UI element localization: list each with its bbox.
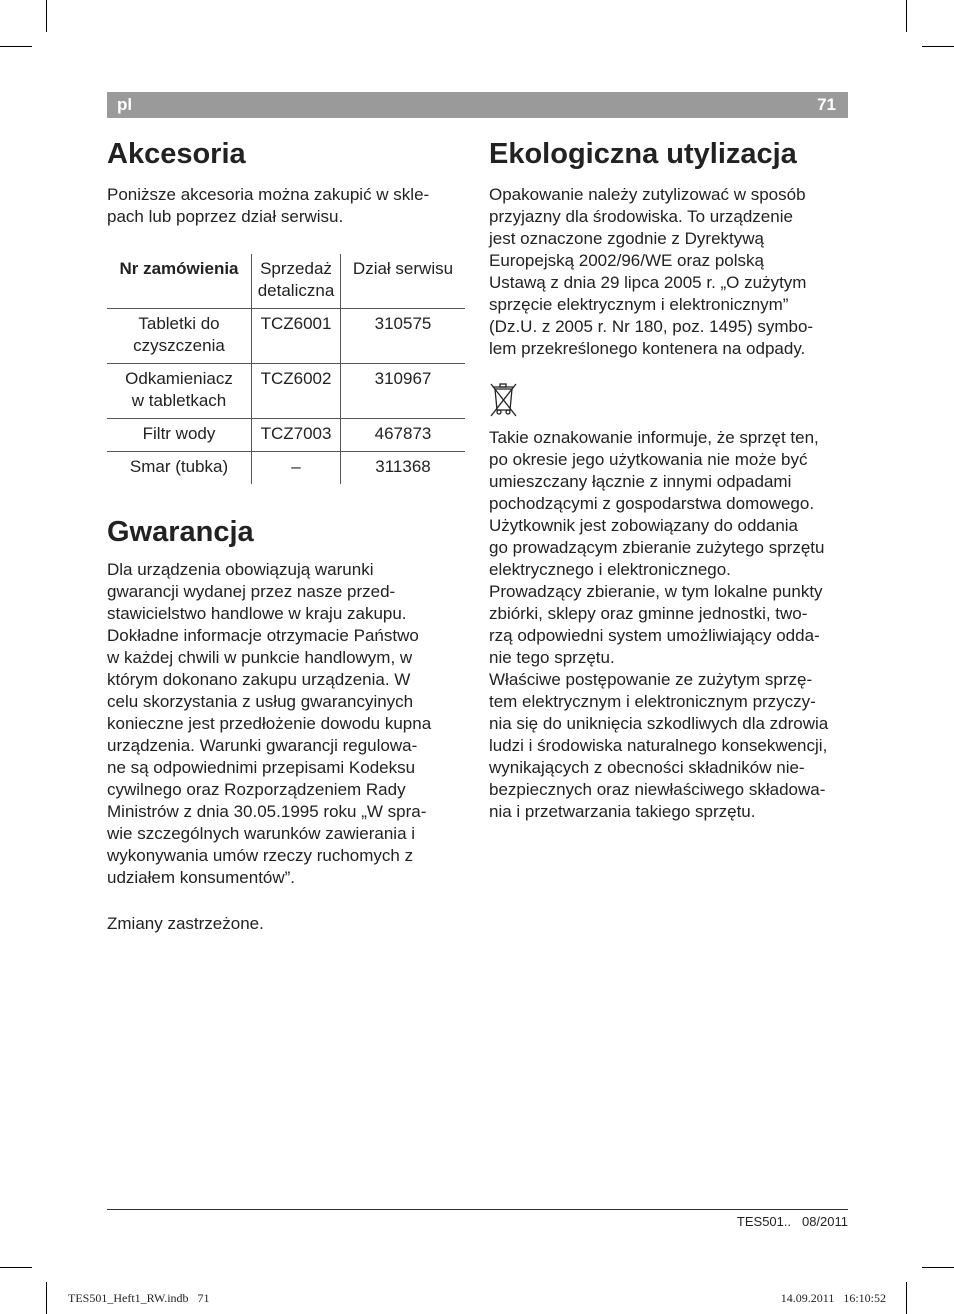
language-code: pl: [117, 95, 133, 114]
column-header-order-number: Nr zamówienia: [107, 254, 252, 309]
crop-mark: [922, 1267, 954, 1268]
cell-name: Smar (tubka): [107, 452, 252, 485]
text-line: Użytkownik jest zobowiązany do oddania: [489, 516, 799, 535]
text-line: po okresie jego użytkowania nie może być: [489, 450, 808, 469]
text-line: urządzenia. Warunki gwarancji regulowa-: [107, 736, 418, 755]
cell-retail: TCZ7003: [252, 419, 341, 452]
crossed-out-wheelie-bin-icon: [489, 382, 519, 418]
text-line: Dokładne informacje otrzymacie Państwo: [107, 626, 419, 645]
text-line: sprzęcie elektrycznym i elektronicznym”: [489, 295, 789, 314]
text-line: Dla urządzenia obowiązują warunki: [107, 560, 374, 579]
slug-timestamp: 14.09.2011 16:10:52: [780, 1291, 886, 1305]
text-line: wynikających z obecności składników nie-: [489, 758, 805, 777]
warranty-text: [107, 559, 431, 889]
crop-mark: [46, 1282, 47, 1314]
text-line: go prowadzącym zbieranie zużytego sprzętu: [489, 538, 825, 557]
crop-mark: [906, 0, 907, 32]
text-line: wykonywania umów rzeczy ruchomych z: [107, 846, 414, 865]
text-line: udziałem konsumentów”.: [107, 868, 296, 887]
footer-rule: [107, 1209, 848, 1210]
text-line: pach lub poprzez dział serwisu.: [107, 207, 344, 226]
text-line: cywilnego oraz Rozporządzeniem Rady: [107, 780, 406, 799]
cell-service: 310575: [341, 309, 466, 364]
slug-file: TES501_Heft1_RW.indb 71: [68, 1291, 210, 1305]
footer-model-info: [737, 1214, 848, 1229]
text-line: wie szczególnych warunków zawierania i: [107, 824, 416, 843]
page-number: 71: [817, 95, 836, 114]
text-line: Takie oznakowanie informuje, że sprzęt ten,: [489, 428, 819, 447]
text-line: Poniższe akcesoria można zakupić w skle-: [107, 185, 430, 204]
cell-service: 467873: [341, 419, 466, 452]
text-line: pochodzącymi z gospodarstwa domowego.: [489, 494, 815, 513]
text-line: rzą odpowiedni system umożliwiający odda-: [489, 626, 820, 645]
text-line: (Dz.U. z 2005 r. Nr 180, poz. 1495) symbo-: [489, 317, 814, 336]
column-header-retail: Sprzedaż detaliczna: [252, 254, 341, 309]
table-row: [107, 419, 465, 452]
crop-mark: [0, 46, 32, 47]
crop-mark: [0, 1267, 32, 1268]
text-line: elektrycznego i elektronicznego.: [489, 560, 731, 579]
text-line: Ministrów z dnia 30.05.1995 roku „W spra-: [107, 802, 427, 821]
column-header-service: Dział serwisu: [341, 254, 466, 309]
disposal-intro: [489, 184, 813, 360]
accessories-title: Akcesoria: [107, 138, 246, 170]
cell-name: Tabletki do czyszczenia: [107, 309, 252, 364]
cell-retail: TCZ6002: [252, 364, 341, 419]
text-line: w każdej chwili w punkcie handlowym, w: [107, 648, 413, 667]
table-header-row: [107, 254, 465, 309]
text-line: jest oznaczone zgodnie z Dyrektywą: [489, 229, 764, 248]
text-line: nia się do uniknięcia szkodliwych dla zdrowia: [489, 714, 829, 733]
text-line: nia i przetwarzania takiego sprzętu.: [489, 802, 756, 821]
text-line: Prowadzący zbieranie, w tym lokalne punkty: [489, 582, 823, 601]
cell-retail: TCZ6001: [252, 309, 341, 364]
text-line: Ustawą z dnia 29 lipca 2005 r. „O zużytym: [489, 273, 807, 292]
page-header-bar: [107, 92, 848, 118]
cell-name: Filtr wody: [107, 419, 252, 452]
accessories-table: [107, 254, 465, 484]
text-line: tem elektrycznym i elektronicznym przyczy-: [489, 692, 816, 711]
text-line: umieszczany łącznie z innymi odpadami: [489, 472, 792, 491]
crop-mark: [922, 46, 954, 47]
text-line: gwarancji wydanej przez nasze przed-: [107, 582, 396, 601]
table-row: [107, 364, 465, 419]
text-line: którym dokonano zakupu urządzenia. W: [107, 670, 411, 689]
cell-retail: –: [252, 452, 341, 485]
changes-note: Zmiany zastrzeżone.: [107, 914, 264, 933]
disposal-title: Ekologiczna utylizacja: [489, 138, 797, 170]
cell-service: 310967: [341, 364, 466, 419]
text-line: ludzi i środowiska naturalnego konsekwencji,: [489, 736, 828, 755]
text-line: Właściwe postępowanie ze zużytym sprzę-: [489, 670, 813, 689]
cell-name: Odkamieniacz w tabletkach: [107, 364, 252, 419]
text-line: stawicielstwo handlowe w kraju zakupu.: [107, 604, 407, 623]
model-number: TES501..: [736, 1214, 792, 1229]
warranty-title: Gwarancja: [107, 516, 254, 548]
text-line: celu skorzystania z usług gwarancyinych: [107, 692, 414, 711]
text-line: nie tego sprzętu.: [489, 648, 615, 667]
disposal-text: [489, 427, 828, 823]
cell-service: 311368: [341, 452, 466, 485]
table-row: [107, 452, 465, 485]
accessories-intro: [107, 184, 429, 228]
table-row: [107, 309, 465, 364]
edition-date: 08/2011: [801, 1214, 848, 1229]
crop-mark: [46, 0, 47, 32]
text-line: przyjazny dla środowiska. To urządzenie: [489, 207, 793, 226]
text-line: Opakowanie należy zutylizować w sposób: [489, 185, 806, 204]
text-line: lem przekreślonego kontenera na odpady.: [489, 339, 806, 358]
text-line: bezpiecznych oraz niewłaściwego składowa-: [489, 780, 826, 799]
text-line: ne są odpowiednimi przepisami Kodeksu: [107, 758, 416, 777]
crop-mark: [906, 1282, 907, 1314]
text-line: zbiórki, sklepy oraz gminne jednostki, two-: [489, 604, 808, 623]
text-line: Europejską 2002/96/WE oraz polską: [489, 251, 764, 270]
text-line: konieczne jest przedłożenie dowodu kupna: [107, 714, 432, 733]
